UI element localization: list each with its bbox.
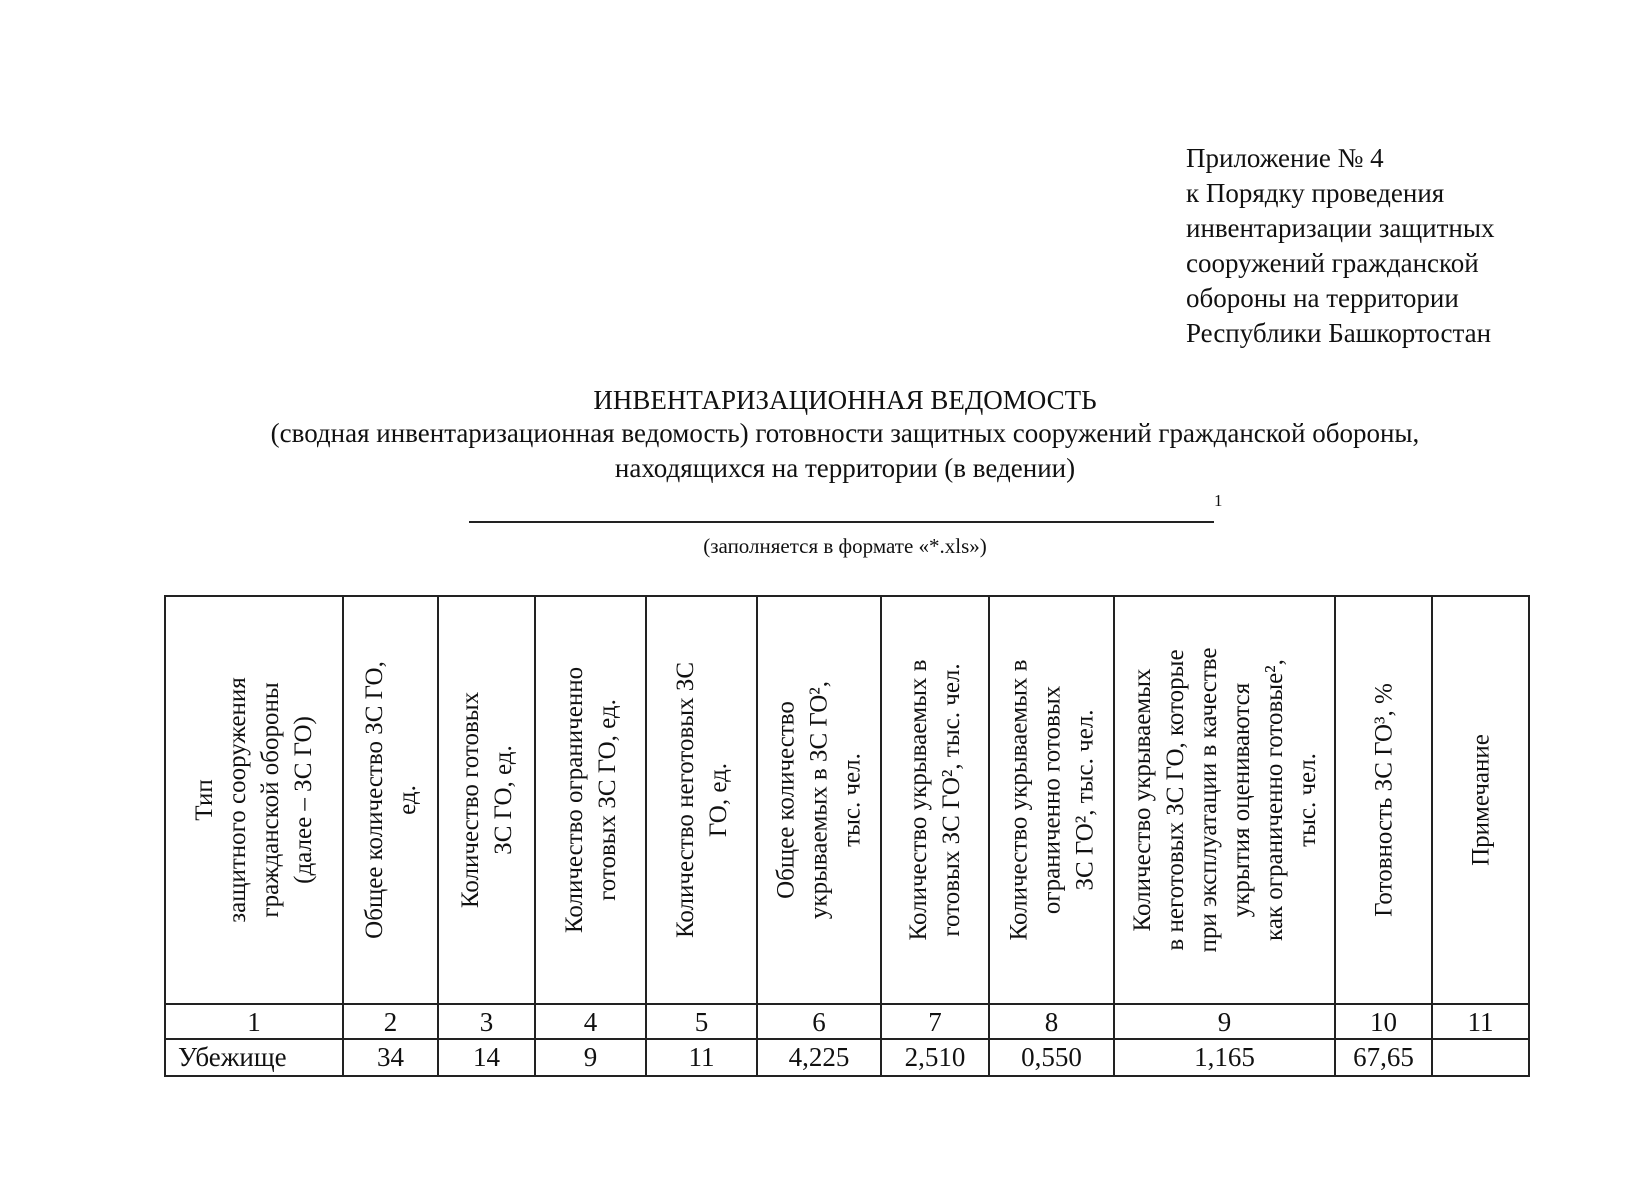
appendix-line: сооружений гражданской (1186, 248, 1479, 278)
column-number-cell (437, 1003, 536, 1040)
column-number: 6 (812, 1007, 826, 1037)
table-header-cell (534, 595, 647, 1005)
table-header-label: Тип защитного сооружения гражданской обороны (далее – ЗС ГО) (191, 677, 317, 923)
document-subtitle: (сводная инвентаризационная ведомость) готовности защитных сооружений гражданской обороны, (270, 418, 1420, 448)
column-number: 5 (694, 1007, 709, 1037)
table-header-cell (756, 595, 882, 1005)
table-header-label: Количество укрываемых в неготовых ЗС ГО, которые при эксплуатации в качестве укрытия оцениваются как ограниченно готовые², тыс. чел. (1128, 647, 1321, 953)
appendix-line: к Порядку проведения (1186, 178, 1445, 208)
table-header-cell (880, 595, 990, 1005)
column-number: 10 (1370, 1007, 1397, 1037)
column-number-cell (645, 1003, 758, 1040)
table-value: 0,550 (1021, 1042, 1082, 1072)
table-value: 67,65 (1353, 1042, 1414, 1072)
document-title: ИНВЕНТАРИЗАЦИОННАЯ ВЕДОМОСТЬ (593, 385, 1097, 415)
table-data-cell (756, 1038, 882, 1077)
table-value: 4,225 (788, 1042, 850, 1072)
column-number: 11 (1467, 1007, 1494, 1037)
appendix-line: инвентаризации защитных (1186, 213, 1495, 243)
appendix-line: обороны на территории (1186, 283, 1459, 313)
format-note: (заполняется в формате «*.xls») (703, 534, 987, 558)
appendix-note (1186, 141, 1495, 351)
table-header-label: Общее количество укрываемых в ЗС ГО², тыс. чел. (772, 680, 866, 920)
table-header-cell (645, 595, 758, 1005)
table-header-label: Количество готовых ЗС ГО, ед. (456, 691, 517, 909)
table-header-cell (342, 595, 439, 1005)
table-header-cell (1431, 595, 1530, 1005)
column-number: 1 (247, 1007, 261, 1037)
footnote-mark: 1 (1214, 491, 1223, 510)
appendix-line: Приложение № 4 (1186, 143, 1384, 173)
column-number-cell (342, 1003, 439, 1040)
table-header-cell (164, 595, 344, 1005)
table-header-label: Количество неготовых ЗС ГО, ед. (671, 661, 732, 939)
table-header-label: Готовность ЗС ГО³, % (1370, 683, 1397, 917)
column-number: 3 (479, 1007, 494, 1037)
column-number-cell (1334, 1003, 1433, 1040)
table-value: 2,510 (904, 1042, 966, 1072)
appendix-line: Республики Башкортостан (1186, 318, 1492, 348)
column-number: 8 (1044, 1007, 1059, 1037)
table-header-label: Количество укрываемых в готовых ЗС ГО², тыс. чел. (905, 659, 965, 941)
table-value: 11 (688, 1042, 715, 1072)
column-number: 4 (583, 1007, 598, 1037)
table-value: 9 (583, 1042, 598, 1072)
table-data-cell (534, 1038, 647, 1077)
column-number-cell (880, 1003, 990, 1040)
table-data-cell (164, 1038, 344, 1077)
table-header-label: Общее количество ЗС ГО, ед. (360, 661, 421, 939)
column-number-cell (1431, 1003, 1530, 1040)
column-number-cell (534, 1003, 647, 1040)
table-header-cell (1113, 595, 1336, 1005)
table-data-cell (342, 1038, 439, 1077)
table-header-label: Количество укрываемых в ограниченно готовых ЗС ГО², тыс. чел. (1005, 659, 1098, 941)
table-data-cell (988, 1038, 1115, 1077)
column-number-cell (164, 1003, 344, 1040)
table-value: 34 (377, 1042, 404, 1072)
table-data-cell (645, 1038, 758, 1077)
column-number-cell (1113, 1003, 1336, 1040)
column-number: 2 (383, 1007, 398, 1037)
document-subtitle-continued: находящихся на территории (в ведении) (614, 453, 1076, 483)
table-data-cell (1113, 1038, 1336, 1077)
table-value: 14 (473, 1042, 500, 1072)
table-data-cell (437, 1038, 536, 1077)
table-header-label: Количество ограниченно готовых ЗС ГО, ед. (560, 666, 621, 934)
table-data-cell (1431, 1038, 1530, 1077)
table-value: 1,165 (1194, 1042, 1255, 1072)
fill-in-blank-line (469, 521, 1214, 523)
table-header-label: Примечание (1467, 734, 1494, 866)
table-header-cell (988, 595, 1115, 1005)
column-number: 7 (928, 1007, 942, 1037)
table-data-cell (880, 1038, 990, 1077)
column-number-cell (988, 1003, 1115, 1040)
shelter-type-value: Убежище (178, 1042, 287, 1072)
table-header-cell (437, 595, 536, 1005)
table-header-cell (1334, 595, 1433, 1005)
column-number-cell (756, 1003, 882, 1040)
table-data-cell (1334, 1038, 1433, 1077)
column-number: 9 (1217, 1007, 1232, 1037)
